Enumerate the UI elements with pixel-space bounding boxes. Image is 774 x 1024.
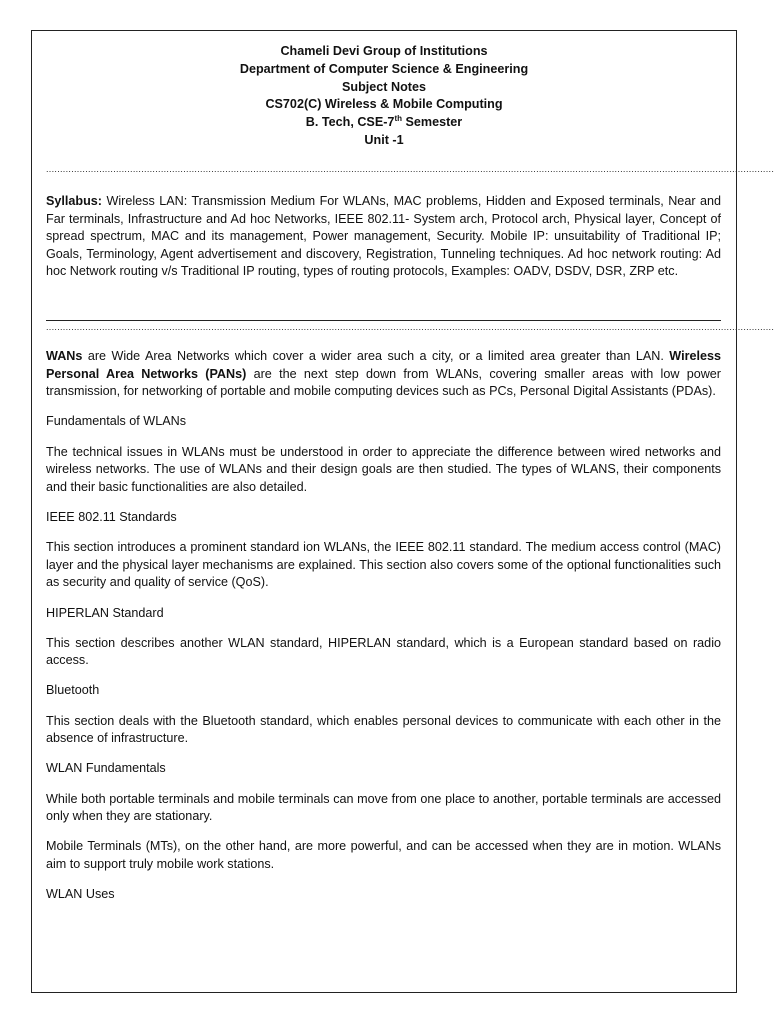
section-body-fundamentals: The technical issues in WLANs must be understood in order to appreciate the difference between wired networks and wireless networks. The use of WLANs and their design goals are then studied. The types of WLANS, their components and their basic functionalities are also detailed. (46, 444, 721, 494)
syllabus-text: Wireless LAN: Transmission Medium For WLANs, MAC problems, Hidden and Exposed terminals, Near and Far terminals, Infrastructure and Ad hoc Networks, IEEE 802.11- System arch, Protocol arch, Physical layer, Concept of spread spectrum, MAC and its management, Power management, Security. Mobile IP: unsuitability of Traditional IP; Goals, Terminology, Agent advertisement and discovery, Registration, Tunneling techniques. Ad hoc network routing: Ad hoc Network routing v/s Traditional IP routing, types of routing protocols, Examples: OADV, DSDV, DSR, ZRP etc. (46, 194, 721, 279)
wans-text: are Wide Area Networks which cover a wider area such a city, or a limited area greater than LAN. (82, 349, 670, 363)
dotted-separator-bottom: .................................................................................................................................................................................................................................................................... (46, 322, 774, 332)
institution-name: Chameli Devi Group of Institutions (280, 44, 488, 58)
semester-prefix: B. Tech, CSE-7 (305, 115, 395, 130)
document-type: Subject Notes (342, 79, 426, 94)
pans-text: are the next step down from WLANs, covering smaller areas with low power transmission, for networking of portable and mobile computing devices such as PCs, Personal Digital Assistants (PDAs). (46, 366, 722, 399)
section-body-ieee: This section introduces a prominent standard ion WLANs, the IEEE 802.11 standard. The medium access control (MAC) layer and the physical layer mechanisms are explained. This section also covers some of the optional functionalities such as security and quality of service (QoS). (46, 540, 721, 590)
wans-term: WANs (46, 349, 83, 363)
section-body-wlan-fundamentals-2: Mobile Terminals (MTs), on the other hand, are more powerful, and can be accessed when they are in motion. WLANs aim to support truly mobile work stations. (46, 839, 721, 871)
document-header (31, 43, 737, 150)
separator-rule (46, 320, 721, 321)
intro-paragraph (46, 348, 721, 401)
pans-term: Wireless Personal Area Networks (PANs) (46, 349, 721, 381)
section-heading-bluetooth: Bluetooth (46, 683, 100, 698)
semester-suffix: Semester (402, 115, 463, 130)
section-body-hiperlan: This section describes another WLAN standard, HIPERLAN standard, which is a European standard based on radio access. (46, 635, 721, 668)
section-heading-ieee: IEEE 802.11 Standards (46, 509, 177, 524)
dotted-separator-top: .................................................................................................................................................................................................................................................................... (46, 164, 774, 174)
subject-title: CS702(C) Wireless & Mobile Computing (265, 97, 503, 112)
section-heading-wlan-fundamentals: WLAN Fundamentals (46, 761, 166, 776)
section-heading-hiperlan: HIPERLAN Standard (46, 605, 164, 620)
semester-line (31, 114, 737, 132)
department-name: Department of Computer Science & Engineering (239, 61, 529, 76)
section-body-wlan-fundamentals: While both portable terminals and mobile terminals can move from one place to another, portable terminals are accessed only when they are stationary. (46, 791, 721, 824)
section-heading-wlan-uses: WLAN Uses (46, 887, 115, 902)
main-content (46, 348, 721, 916)
syllabus-paragraph (46, 193, 721, 281)
semester-superscript: th (394, 114, 402, 124)
unit-label: Unit -1 (364, 132, 404, 147)
section-body-bluetooth: This section deals with the Bluetooth standard, which enables personal devices to communicate with each other in the absence of infrastructure. (46, 713, 721, 746)
section-heading-fundamentals: Fundamentals of WLANs (46, 414, 186, 429)
syllabus-label: Syllabus: (46, 194, 102, 208)
